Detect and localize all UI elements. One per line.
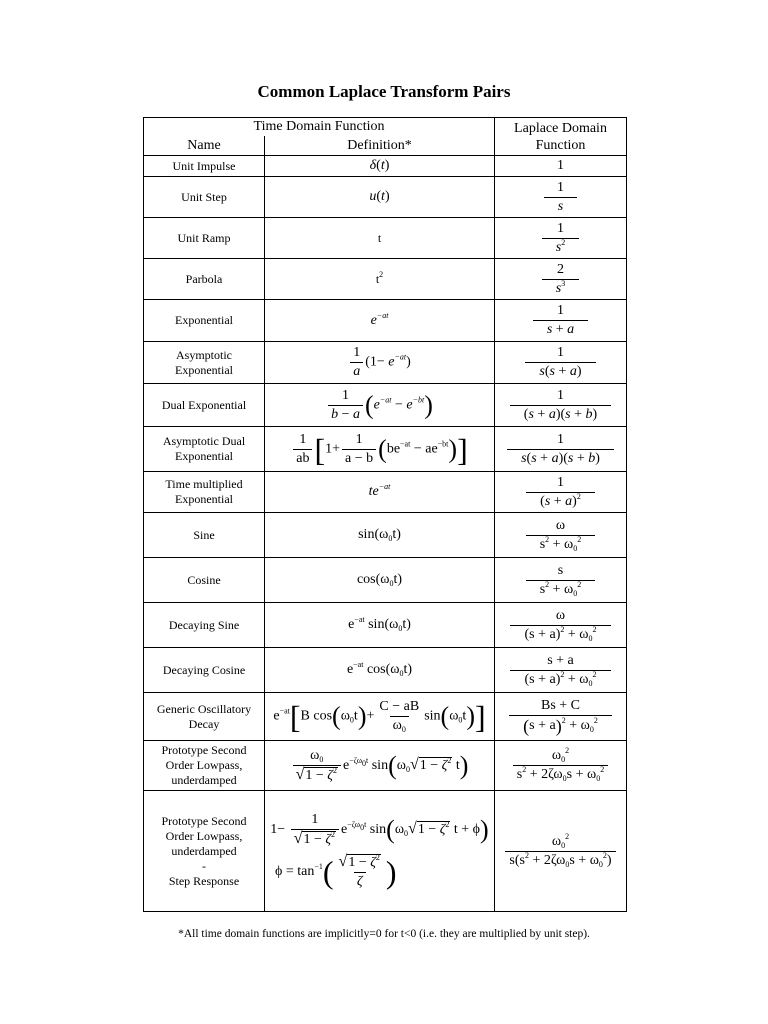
row-name: Unit Ramp — [144, 218, 265, 259]
row-definition: 1− $\frac{1}{√1 - \zeta^2}$ $e^{-\zeta\omega_0t}$ $\sin(\omega_0√1 - \zeta^2$ t + ϕ) $\phi = \tan^{-1}$( $\frac{√1 - \zeta^2}{\zeta}$ ) — [265, 791, 495, 912]
definition-header: Definition* — [265, 136, 495, 156]
table-row — [144, 472, 627, 513]
row-name: Generic Oscillatory Decay — [144, 693, 265, 741]
row-definition: $\sin(\omega_0t)$ — [265, 513, 495, 558]
table-row — [144, 342, 627, 384]
row-definition: $e^{-at}[B$ $\cos(\omega_0t)+$ $\frac{C - aB}{\omega_0}$ $\sin(\omega_0t)$] — [265, 693, 495, 741]
table-row — [144, 741, 627, 791]
row-laplace: $\frac{1}{(s + a)^2}$ — [495, 472, 627, 513]
row-laplace: $\frac{2}{s^3}$ — [495, 259, 627, 300]
row-name: Decaying Sine — [144, 603, 265, 648]
table-row — [144, 603, 627, 648]
table-row — [144, 259, 627, 300]
row-laplace: $\frac{s}{s^2 + \omega_0^2}$ — [495, 558, 627, 603]
row-name: Exponential — [144, 300, 265, 342]
row-laplace: $\frac{1}{s + a}$ — [495, 300, 627, 342]
row-definition: t — [265, 218, 495, 259]
laplace-table — [143, 117, 627, 912]
row-name: Prototype Second Order Lowpass, underdamped - Step Response — [144, 791, 265, 912]
table-row — [144, 218, 627, 259]
row-name: Sine — [144, 513, 265, 558]
row-definition: $\cos(\omega_0t)$ — [265, 558, 495, 603]
footnote: *All time domain functions are implicitly=0 for t<0 (i.e. they are multiplied by unit step). — [178, 928, 590, 940]
row-laplace: $\frac{\omega}{(s + a)^2 + \omega_0^2}$ — [495, 603, 627, 648]
row-name: Asymptotic Dual Exponential — [144, 427, 265, 472]
row-definition: δ(t) — [265, 156, 495, 177]
row-laplace: $\frac{1}{s(s + a)(s + b)}$ — [495, 427, 627, 472]
row-definition: $e^{-at}$ $\cos(\omega_0t)$ — [265, 648, 495, 693]
row-definition: $e^{-at}$ $\sin(\omega_0t)$ — [265, 603, 495, 648]
row-laplace: 1 — [495, 156, 627, 177]
row-laplace: $\frac{1}{s^2}$ — [495, 218, 627, 259]
row-laplace: $\frac{Bs + C}{(s + a)^2 + \omega_0^2}$ — [495, 693, 627, 741]
row-name: Cosine — [144, 558, 265, 603]
table-row — [144, 791, 627, 912]
table-row — [144, 648, 627, 693]
page-title: Common Laplace Transform Pairs — [257, 82, 511, 101]
row-definition: $t^2$ — [265, 259, 495, 300]
row-name: Asymptotic Exponential — [144, 342, 265, 384]
row-definition: u(t) — [265, 177, 495, 218]
row-name: Time multiplied Exponential — [144, 472, 265, 513]
row-laplace: $\frac{s + a}{(s + a)^2 + \omega_0^2}$ — [495, 648, 627, 693]
row-laplace: $\frac{1}{s}$ — [495, 177, 627, 218]
time-domain-header: Time Domain Function — [144, 118, 495, 137]
table-row — [144, 384, 627, 427]
table-row — [144, 558, 627, 603]
laplace-domain-header: Laplace Domain Function — [495, 118, 627, 156]
row-name: Parbola — [144, 259, 265, 300]
table-row — [144, 300, 627, 342]
table-row — [144, 513, 627, 558]
row-definition: $\frac{\omega_0}{√1 - \zeta^2}$ $e^{-\zeta\omega_0t}$ $\sin(\omega_0√1 - \zeta^2$ t) — [265, 741, 495, 791]
row-laplace: $\frac{\omega}{s^2 + \omega_0^2}$ — [495, 513, 627, 558]
row-definition: $\frac{1}{a}$ $(1- e^{-at})$ — [265, 342, 495, 384]
header-row — [144, 118, 627, 137]
table-row — [144, 177, 627, 218]
row-name: Dual Exponential — [144, 384, 265, 427]
row-definition: $te^{-at}$ — [265, 472, 495, 513]
row-name: Unit Impulse — [144, 156, 265, 177]
row-laplace: $\frac{1}{s(s + a)}$ — [495, 342, 627, 384]
row-definition: $e^{-at}$ — [265, 300, 495, 342]
row-name: Unit Step — [144, 177, 265, 218]
row-laplace: $\frac{1}{(s + a)(s + b)}$ — [495, 384, 627, 427]
row-laplace: $\frac{\omega_0^2}{s^2 + 2\zeta\omega_0s + \omega_0^2}$ — [495, 741, 627, 791]
row-name: Decaying Cosine — [144, 648, 265, 693]
row-definition: $\frac{1}{ab}$ [1+ $\frac{1}{a - b}$ $(be^{-at} - ae^{-bt})$] — [265, 427, 495, 472]
table-row — [144, 156, 627, 177]
table-row — [144, 693, 627, 741]
row-laplace: $\frac{\omega_0^2}{s(s^2 + 2\zeta\omega_0s + \omega_0^2)}$ — [495, 791, 627, 912]
name-header: Name — [144, 136, 265, 156]
table-row — [144, 427, 627, 472]
row-name: Prototype Second Order Lowpass, underdamped — [144, 741, 265, 791]
row-definition: $\frac{1}{b - a}$ $(e^{-at} - e^{-bt})$ — [265, 384, 495, 427]
